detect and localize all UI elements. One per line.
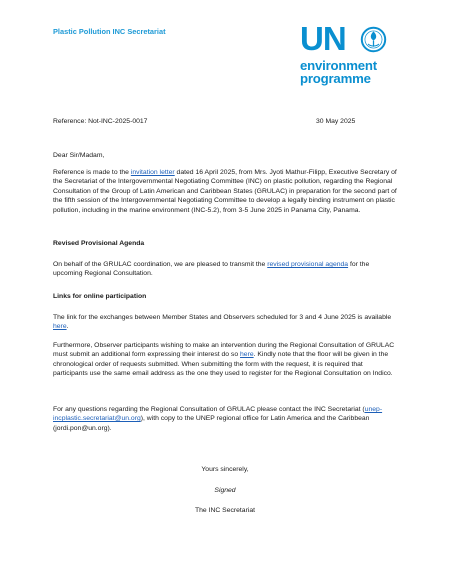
paragraph-text: . Kindly note that the floor will be given in the chronological order of requests submitted. When submitting the form with the request, it is required that participants use the same email address as the one they used to register for the Regional Consultation on Indico.	[53, 351, 393, 378]
observer-form-link-here[interactable]: here	[240, 351, 254, 359]
logo-programme-text: programme	[300, 71, 371, 86]
paragraph-online-link	[53, 313, 398, 332]
logo-un-text: UN	[300, 20, 346, 57]
invitation-letter-link[interactable]: invitation letter	[130, 169, 175, 176]
paragraph-text: .	[66, 323, 69, 331]
paragraph-text: ), with copy to the UNEP regional office for Latin America and the Caribbean (jordi.pon@un.org).	[53, 415, 370, 432]
paragraph-text: dated 16 April 2025, from Mrs. Jyoti Mathur-Filipp, Executive Secretary of the Secretariat of the Intergovernmental Negotiating Committee (INC) on plastic pollution, regarding the Regional Consultation of the Group of Latin American and Caribbean States (GRULAC) in preparation for the second part of the fifth session of the Intergovernmental Negotiating Committee to develop a legally binding instrument on plastic pollution, including in the marine environment (INC-5.2), from 3-5 June 2025 in Panama City, Panama.	[53, 169, 397, 214]
paragraph-text: For any questions regarding the Regional Consultation of GRULAC please contact the INC Secretariat (	[53, 406, 365, 413]
paragraph-text: The link for the exchanges between Member States and Observers scheduled for 3 and 4 June 2025 is available	[53, 314, 392, 321]
paragraph-text: for the upcoming Regional Consultation.	[53, 261, 370, 278]
unep-globe-emblem-icon	[360, 26, 387, 53]
salutation: Dear Sir/Madam,	[53, 152, 105, 159]
unep-logo	[300, 20, 395, 86]
reference-number: Reference: Not-INC-2025-0017	[53, 118, 148, 125]
signature: The INC Secretariat	[194, 507, 256, 514]
exchanges-link-here[interactable]: here	[53, 323, 67, 331]
paragraph-text: Furthermore, Observer participants wishing to make an intervention during the Regional Consultation of GRULAC must submit an additional form expressing their interest do so	[53, 342, 395, 359]
closing: Yours sincerely,	[201, 466, 249, 473]
paragraph-observer-form	[53, 341, 398, 379]
revised-agenda-link[interactable]: revised provisional agenda	[267, 261, 349, 268]
secretariat-email-link[interactable]: unep-incplastic.secretariat@un.org	[53, 406, 383, 423]
logo-environment-text: environment	[300, 58, 377, 73]
signed-note: Signed	[214, 487, 236, 494]
paragraph-text: Reference is made to the	[53, 169, 131, 176]
header-label: Plastic Pollution INC Secretariat	[53, 27, 166, 36]
heading-revised-agenda: Revised Provisional Agenda	[53, 240, 145, 247]
heading-online-links: Links for online participation	[53, 293, 147, 300]
paragraph-contact	[53, 405, 398, 433]
paragraph-reference	[53, 168, 398, 215]
paragraph-agenda	[53, 260, 398, 279]
paragraph-text: On behalf of the GRULAC coordination, we are pleased to transmit the	[53, 261, 268, 268]
letter-date: 30 May 2025	[316, 118, 356, 125]
